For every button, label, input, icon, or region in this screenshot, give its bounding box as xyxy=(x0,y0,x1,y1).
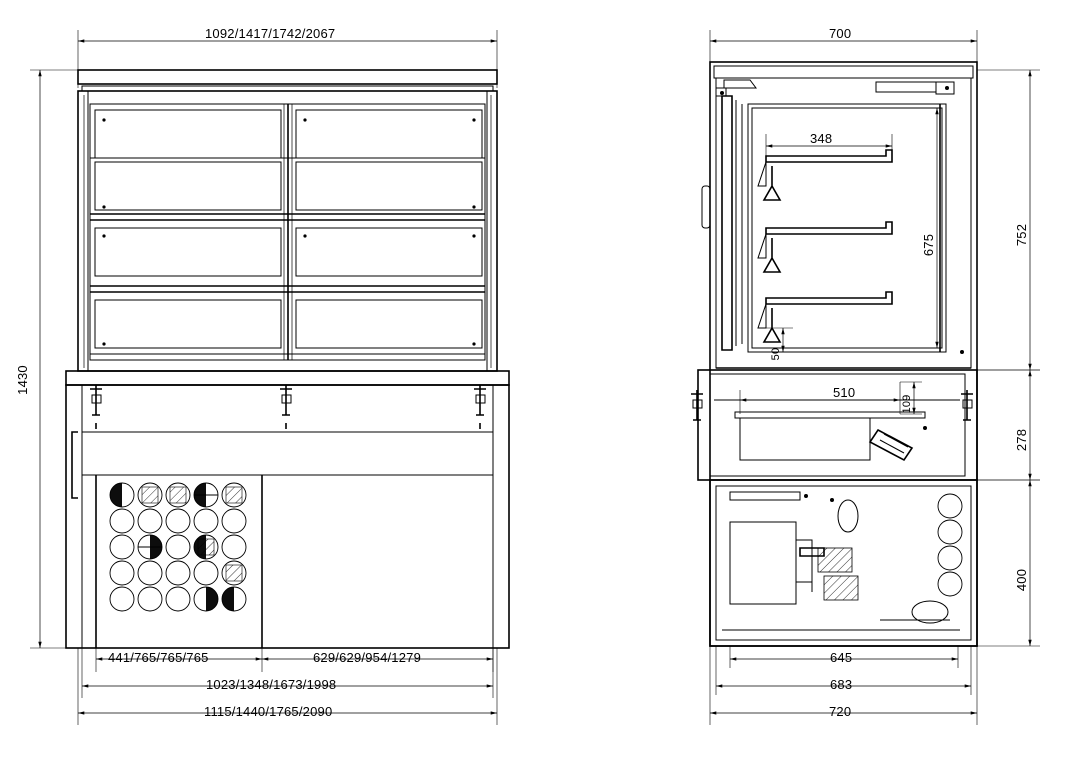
front-elevation-geometry xyxy=(30,30,509,725)
support-pins xyxy=(90,385,486,429)
dim-side-top-depth: 700 xyxy=(829,26,852,41)
dim-side-overall-depth: 720 xyxy=(829,704,852,719)
dim-side-frame-depth: 683 xyxy=(830,677,853,692)
dim-side-small-gap: 50 xyxy=(770,347,782,361)
dim-side-upper-height: 752 xyxy=(1014,223,1029,247)
dim-side-shelf-depth: 348 xyxy=(810,131,833,146)
dim-side-base-depth: 510 xyxy=(833,385,856,400)
dim-front-overall-height: 1430 xyxy=(15,365,30,395)
dim-side-interior-height: 675 xyxy=(921,233,936,257)
dim-front-bottom-width: 1115/1440/1765/2090 xyxy=(204,704,333,719)
dim-side-mid-height: 278 xyxy=(1014,428,1029,452)
dim-side-base-offset: 109 xyxy=(901,394,913,414)
dim-side-inner-depth: 645 xyxy=(830,650,853,665)
dim-front-mid-width: 1023/1348/1673/1998 xyxy=(206,677,337,692)
dim-front-base-right: 629/629/954/1279 xyxy=(313,650,422,665)
shelf-brackets xyxy=(102,118,475,345)
condenser-grille xyxy=(110,483,246,611)
dim-side-lower-height: 400 xyxy=(1014,568,1029,592)
side-section-geometry xyxy=(691,30,1040,725)
dim-front-top-width: 1092/1417/1742/2067 xyxy=(205,26,336,41)
dim-front-base-left: 441/765/765/765 xyxy=(108,650,209,665)
shelf-profiles xyxy=(758,150,892,342)
